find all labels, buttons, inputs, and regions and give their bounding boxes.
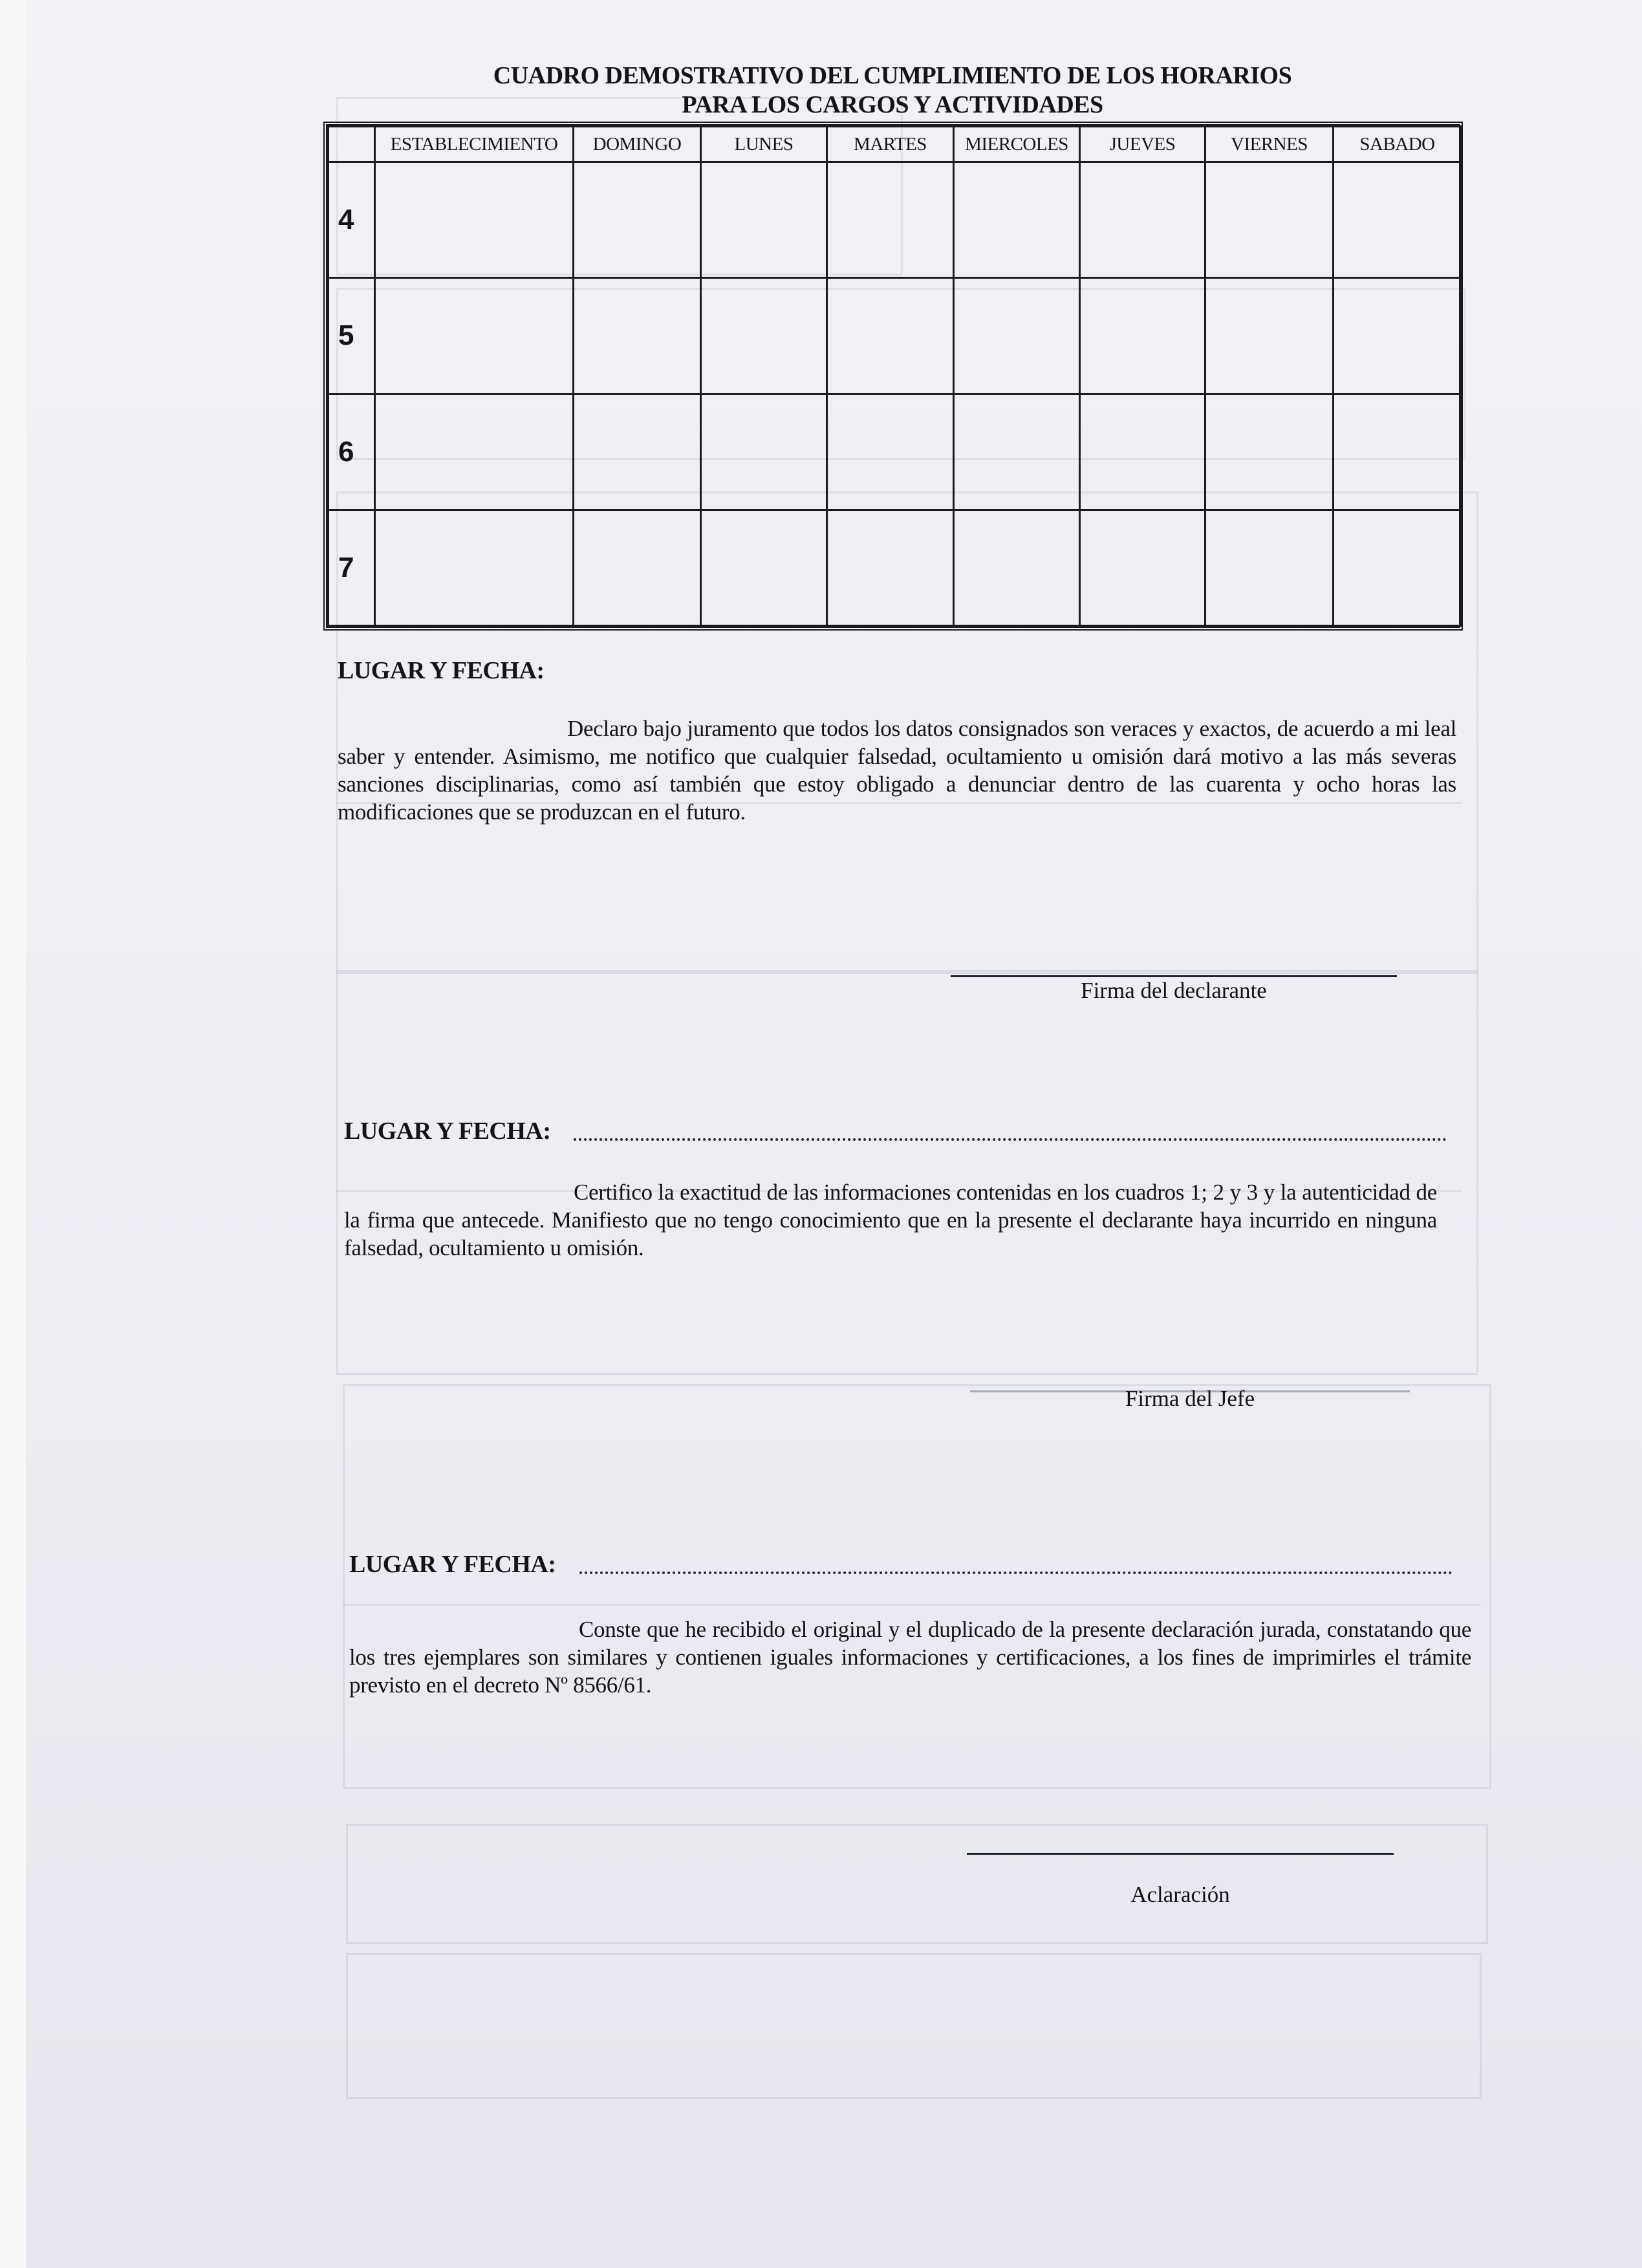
table-row (329, 394, 1462, 510)
cell-jueves[interactable] (1080, 510, 1205, 625)
table-row (329, 278, 1462, 394)
header-jueves: JUEVES (1080, 127, 1205, 162)
table-header-row (329, 127, 1462, 162)
cell-sabado[interactable] (1334, 394, 1462, 510)
ghost-line (343, 1604, 1481, 1606)
cell-sabado[interactable] (1334, 510, 1462, 625)
cell-establecimiento[interactable] (375, 394, 574, 510)
table-row (329, 510, 1462, 625)
cell-viernes[interactable] (1205, 510, 1334, 625)
declarant-signature-line[interactable] (951, 975, 1397, 977)
declaration-place-date-label: LUGAR Y FECHA: (338, 657, 545, 684)
cell-martes[interactable] (827, 162, 954, 278)
cell-establecimiento[interactable] (375, 510, 574, 625)
cell-lunes[interactable] (701, 510, 827, 625)
certification-text-content: Certifico la exactitud de las informaciones contenidas en los cuadros 1; 2 y 3 y la autenticidad de la firma que antecede. Manifiesto que no tengo conocimiento que en la presente el declarante haya incurrido en ninguna falsedad, ocultamiento u omisión. (344, 1180, 1437, 1260)
cell-domingo[interactable] (574, 278, 701, 394)
clarification-signature-line[interactable] (967, 1853, 1394, 1855)
cell-lunes[interactable] (701, 394, 827, 510)
cell-domingo[interactable] (574, 162, 701, 278)
certification-text (344, 1178, 1437, 1262)
cell-jueves[interactable] (1080, 278, 1205, 394)
ghost-box (336, 970, 1478, 1375)
cell-jueves[interactable] (1080, 394, 1205, 510)
header-domingo: DOMINGO (574, 127, 701, 162)
cell-viernes[interactable] (1205, 162, 1334, 278)
clarification-label: Aclaración (1130, 1882, 1230, 1907)
certification-place-date-field[interactable] (574, 1138, 1447, 1141)
document-title-line1: CUADRO DEMOSTRATIVO DEL CUMPLIMIENTO DE LOS HORARIOS (493, 62, 1292, 89)
row-number: 6 (329, 394, 375, 510)
cell-martes[interactable] (827, 278, 954, 394)
cell-martes[interactable] (827, 394, 954, 510)
cell-lunes[interactable] (701, 278, 827, 394)
schedule-table (323, 122, 1463, 631)
cell-miercoles[interactable] (954, 394, 1080, 510)
cell-establecimiento[interactable] (375, 278, 574, 394)
cell-establecimiento[interactable] (375, 162, 574, 278)
scanner-edge (0, 0, 27, 2268)
row-number: 4 (329, 162, 375, 278)
header-sabado: SABADO (1334, 127, 1462, 162)
cell-domingo[interactable] (574, 394, 701, 510)
header-viernes: VIERNES (1205, 127, 1334, 162)
cell-lunes[interactable] (701, 162, 827, 278)
receipt-place-date-label: LUGAR Y FECHA: (349, 1551, 556, 1578)
cell-martes[interactable] (827, 510, 954, 625)
cell-sabado[interactable] (1334, 278, 1462, 394)
header-number (329, 127, 375, 162)
ghost-box (343, 1384, 1491, 1789)
document-title-line2: PARA LOS CARGOS Y ACTIVIDADES (682, 91, 1103, 118)
header-establecimiento: ESTABLECIMIENTO (375, 127, 574, 162)
cell-jueves[interactable] (1080, 162, 1205, 278)
cell-miercoles[interactable] (954, 162, 1080, 278)
row-number: 5 (329, 278, 375, 394)
cell-sabado[interactable] (1334, 162, 1462, 278)
row-number: 7 (329, 510, 375, 625)
receipt-text-content: Conste que he recibido el original y el duplicado de la presente declaración jurada, constatando que los tres ejemplares son similares y contienen iguales informaciones y certificaciones, a los fines de imprimirles el trámite previsto en el decreto Nº 8566/61. (349, 1617, 1471, 1698)
cell-viernes[interactable] (1205, 394, 1334, 510)
declaration-text (338, 715, 1456, 826)
chief-signature-label: Firma del Jefe (1125, 1386, 1255, 1411)
header-martes: MARTES (827, 127, 954, 162)
table-row (329, 162, 1462, 278)
receipt-text (349, 1615, 1471, 1699)
certification-place-date-label: LUGAR Y FECHA: (344, 1118, 551, 1145)
ghost-box (346, 1953, 1482, 2099)
declarant-signature-label: Firma del declarante (1081, 978, 1267, 1003)
cell-domingo[interactable] (574, 510, 701, 625)
header-lunes: LUNES (701, 127, 827, 162)
declaration-text-content: Declaro bajo juramento que todos los datos consignados son veraces y exactos, de acuerdo a mi leal saber y entender. Asimismo, me notifico que cualquier falsedad, ocultamiento u omisión dará motivo a las más severas sanciones disciplinarias, como así también que estoy obligado a denunciar dentro de las cuarenta y ocho horas las modificaciones que se produzcan en el futuro. (338, 716, 1456, 825)
cell-viernes[interactable] (1205, 278, 1334, 394)
cell-miercoles[interactable] (954, 510, 1080, 625)
receipt-place-date-field[interactable] (579, 1571, 1453, 1574)
header-miercoles: MIERCOLES (954, 127, 1080, 162)
cell-miercoles[interactable] (954, 278, 1080, 394)
